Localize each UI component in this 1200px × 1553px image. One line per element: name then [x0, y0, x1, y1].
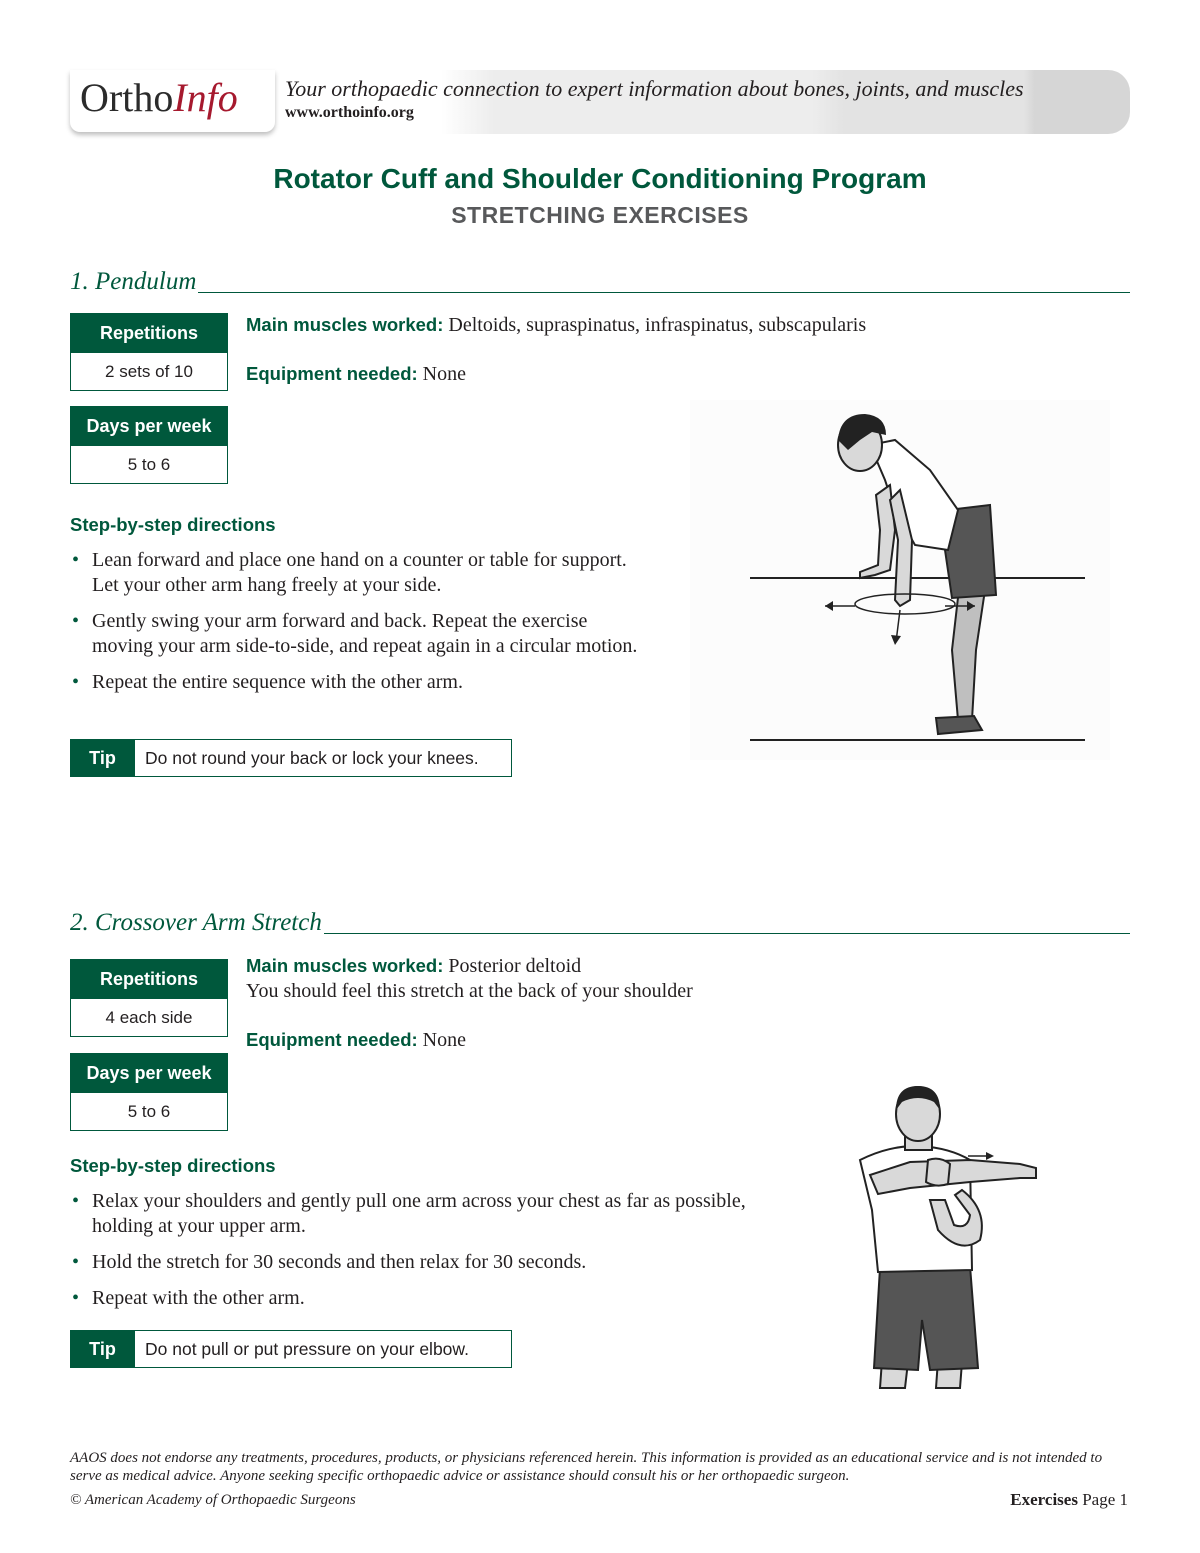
direction-item: • Lean forward and place one hand on a counter or table for support. Let your other arm hang freely at your side. — [70, 548, 650, 598]
orthoinfo-logo[interactable] — [70, 70, 275, 132]
site-header — [70, 70, 1130, 134]
exercise-2-directions-list — [70, 1189, 750, 1322]
direction-item: • Gently swing your arm forward and back. Repeat the exercise moving your arm side-to-side, and repeat again in a circular motion. — [70, 609, 650, 659]
exercise-2-title: 2. Crossover Arm Stretch — [70, 909, 322, 936]
direction-item: • Repeat with the other arm. — [70, 1286, 750, 1311]
equipment-value: None — [422, 1029, 466, 1051]
equipment-label: Equipment needed: — [246, 1029, 418, 1050]
direction-item: • Hold the stretch for 30 seconds and then relax for 30 seconds. — [70, 1250, 750, 1275]
tip-text: Do not round your back or lock your knees. — [135, 739, 512, 777]
days-per-week-value: 5 to 6 — [70, 1093, 228, 1131]
tip-text: Do not pull or put pressure on your elbow. — [135, 1330, 512, 1368]
muscles-value: Deltoids, supraspinatus, infraspinatus, subscapularis — [448, 314, 867, 336]
exercise-2-equipment — [246, 1029, 466, 1052]
equipment-label: Equipment needed: — [246, 363, 418, 384]
repetitions-label: Repetitions — [70, 959, 228, 999]
muscles-label: Main muscles worked: — [246, 955, 444, 976]
logo-ortho-text: Ortho — [80, 75, 174, 120]
exercise-1-repetitions-box — [70, 313, 228, 391]
page-section-label: Exercises — [1010, 1490, 1078, 1509]
days-per-week-label: Days per week — [70, 406, 228, 446]
tip-label: Tip — [70, 739, 135, 777]
exercise-2-repetitions-box — [70, 959, 228, 1037]
repetitions-value: 2 sets of 10 — [70, 353, 228, 391]
footer-page-number — [1010, 1490, 1128, 1510]
footer-copyright: © American Academy of Orthopaedic Surgeons — [70, 1492, 356, 1508]
equipment-value: None — [422, 363, 466, 385]
crossover-arm-stretch-illustration — [850, 1080, 1050, 1392]
header-url-link[interactable]: www.orthoinfo.org — [285, 104, 414, 121]
exercise-1-title: 1. Pendulum — [70, 268, 197, 295]
section-rule — [198, 292, 1130, 293]
section-rule — [324, 933, 1130, 934]
muscles-value: Posterior deltoid — [448, 955, 582, 977]
days-per-week-label: Days per week — [70, 1053, 228, 1093]
exercise-1-muscles — [246, 314, 866, 337]
exercise-1-equipment — [246, 363, 466, 386]
exercise-1-tip — [70, 739, 512, 777]
page-subtitle: STRETCHING EXERCISES — [451, 202, 749, 228]
exercise-2-heading — [70, 907, 1130, 937]
exercise-1-directions-heading: Step-by-step directions — [70, 514, 276, 535]
days-per-week-value: 5 to 6 — [70, 446, 228, 484]
exercise-1-days-box — [70, 406, 228, 484]
repetitions-value: 4 each side — [70, 999, 228, 1037]
page-title: Rotator Cuff and Shoulder Conditioning Program — [273, 163, 927, 194]
muscles-label: Main muscles worked: — [246, 314, 444, 335]
direction-item: • Repeat the entire sequence with the other arm. — [70, 670, 650, 695]
tip-label: Tip — [70, 1330, 135, 1368]
pendulum-illustration — [690, 400, 1110, 760]
header-tagline: Your orthopaedic connection to expert information about bones, joints, and muscles — [285, 76, 1024, 101]
page-number: Page 1 — [1082, 1490, 1128, 1509]
exercise-2-tip — [70, 1330, 512, 1368]
exercise-2-directions-heading: Step-by-step directions — [70, 1155, 276, 1176]
repetitions-label: Repetitions — [70, 313, 228, 353]
direction-item: • Relax your shoulders and gently pull one arm across your chest as far as possible, holding at your upper arm. — [70, 1189, 750, 1239]
exercise-2-muscles-note: You should feel this stretch at the back of your shoulder — [246, 980, 693, 1002]
footer-disclaimer: AAOS does not endorse any treatments, procedures, products, or physicians referenced herein. This information is provided as an educational service and is not intended to serve as medical advice. Anyone seeking specific orthopaedic advice or assistance should consult his or her orthopaedic surgeon. — [70, 1450, 1103, 1484]
exercise-1-directions-list — [70, 548, 650, 706]
exercise-2-muscles — [246, 955, 581, 978]
logo-info-text: Info — [173, 75, 238, 120]
exercise-2-days-box — [70, 1053, 228, 1131]
exercise-1-heading — [70, 266, 1130, 296]
